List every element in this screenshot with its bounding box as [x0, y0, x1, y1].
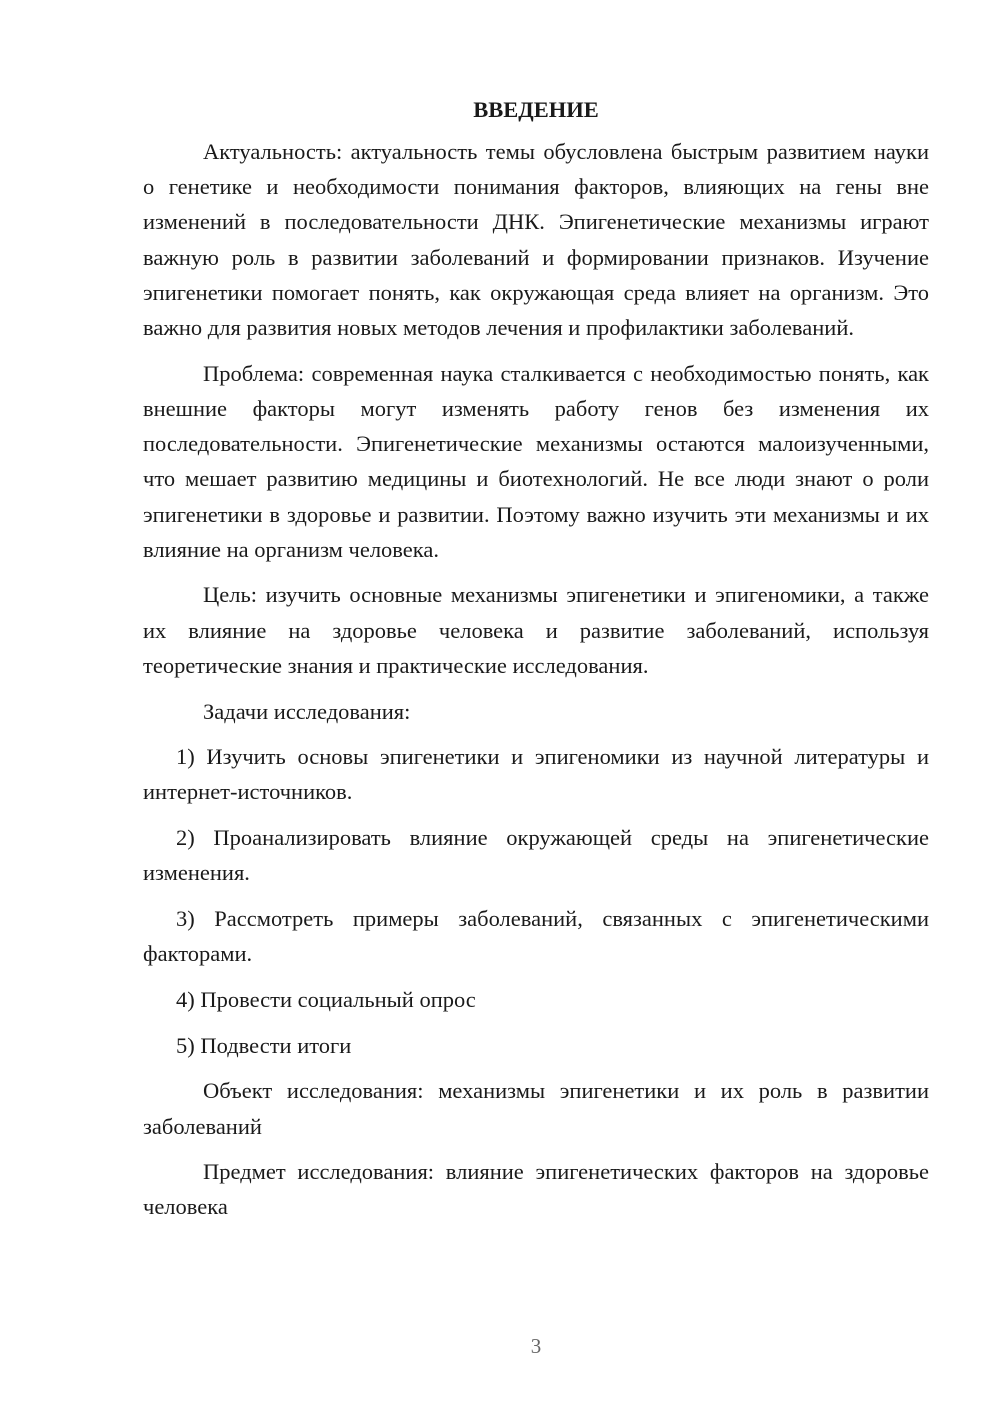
relevance-paragraph: Актуальность: актуальность темы обусловлена быстрым развитием науки о генетике и необходимости понимания факторов, влияющих на гены вне изменений в последовательности ДНК. Эпигенетические механизмы играют важную роль в развитии заболеваний и формировании признаков. Изучение эпигенетики помогает понять, как окружающая среда влияет на организм. Это важно для развития новых методов лечения и профилактики заболеваний. — [143, 139, 929, 341]
list-item: 4) Провести социальный опрос — [176, 986, 476, 1012]
tasks-list — [143, 739, 929, 1063]
list-item: 3) Рассмотреть примеры заболеваний, связанных с эпигенетическими факторами. — [143, 906, 929, 967]
list-item: 1) Изучить основы эпигенетики и эпигеномики из научной литературы и интернет-источников. — [143, 744, 929, 805]
list-item: 2) Проанализировать влияние окружающей среды на эпигенетические изменения. — [143, 825, 929, 886]
tasks-label: Задачи исследования: — [203, 698, 411, 724]
document-page — [143, 92, 929, 1235]
problem-paragraph: Проблема: современная наука сталкивается с необходимостью понять, как внешние факторы могут изменять работу генов без изменения их последовательности. Эпигенетические механизмы остаются малоизученными, что мешает развитию медицины и биотехнологий. Не все люди знают о роли эпигенетики в здоровье и развитии. Поэтому важно изучить эти механизмы и их влияние на организм человека. — [143, 360, 929, 562]
list-item: 5) Подвести итоги — [176, 1032, 352, 1058]
object-paragraph: Объект исследования: механизмы эпигенетики и их роль в развитии заболеваний — [143, 1078, 929, 1139]
page-number: 3 — [530, 1334, 542, 1358]
subject-paragraph: Предмет исследования: влияние эпигенетических факторов на здоровье человека — [143, 1159, 929, 1220]
page-title: ВВЕДЕНИЕ — [473, 97, 599, 122]
goal-paragraph: Цель: изучить основные механизмы эпигенетики и эпигеномики, а также их влияние на здоровье человека и развитие заболеваний, используя теоретические знания и практические исследования. — [143, 582, 929, 678]
